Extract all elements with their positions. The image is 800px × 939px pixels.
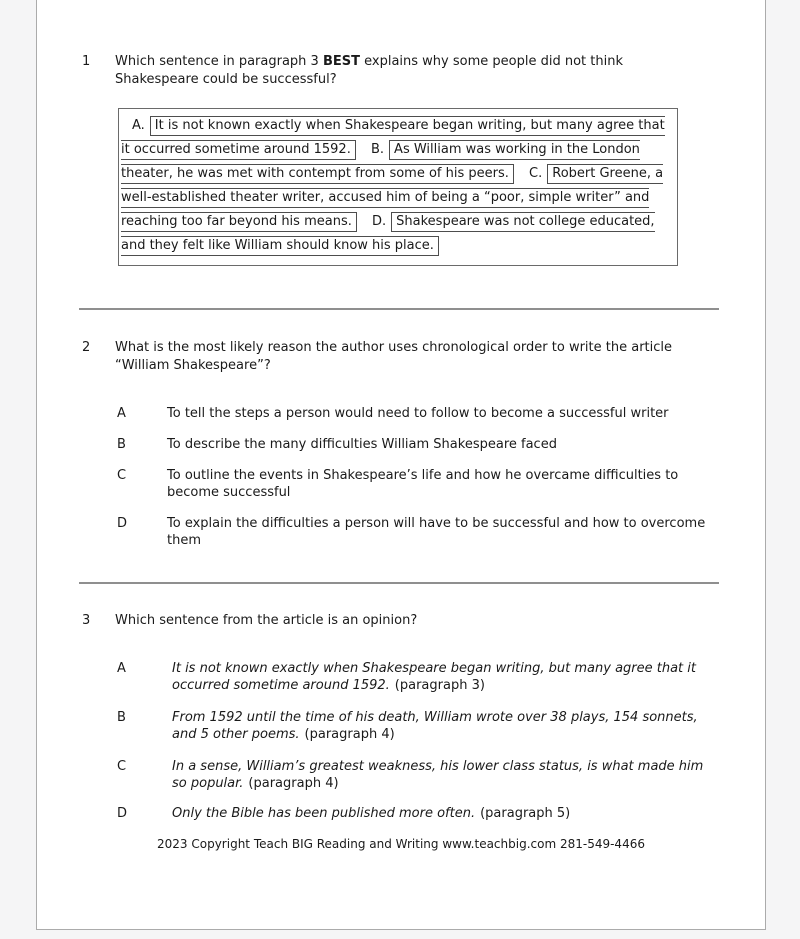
choice-row (117, 436, 765, 453)
choice-row (117, 405, 765, 422)
choice-c-text (172, 758, 707, 792)
section-divider-1 (79, 308, 719, 310)
choice-d-citation: (paragraph 5) (480, 806, 571, 821)
choice-d-text: To explain the difficulties a person will have to be successful and how to overcome them (167, 516, 706, 548)
question-3-choices (37, 660, 765, 822)
choice-d-quote: Only the Bible has been published more often. (172, 806, 476, 821)
choice-a-text (172, 660, 707, 694)
choice-c-label: C (117, 759, 127, 774)
choice-d-text (172, 805, 707, 822)
choice-d-label: D. (372, 214, 387, 229)
choice-c-label: C (117, 468, 127, 483)
choice-b-quote: From 1592 until the time of his death, William wrote over 38 plays, 154 sonnets, and 5 other poems. (172, 710, 698, 742)
question-3 (82, 612, 765, 630)
choice-a-label: A. (132, 118, 145, 133)
choice-row (117, 515, 765, 549)
question-2-prompt: What is the most likely reason the author uses chronological order to write the article “William Shakespeare”? (115, 340, 673, 373)
question-2-number: 2 (82, 340, 91, 355)
choice-row (117, 709, 765, 743)
choice-a-citation: (paragraph 3) (394, 678, 485, 693)
question-1-prompt (115, 53, 705, 89)
worksheet-page (36, 0, 766, 930)
choice-a-label: A (117, 661, 126, 676)
question-1-prompt-suffix: explains why some people did not think Shakespeare could be successful? (115, 54, 623, 87)
question-1 (82, 53, 765, 89)
question-3-prompt: Which sentence from the article is an opinion? (115, 613, 418, 628)
choice-row (117, 805, 765, 822)
choice-b-label: B (117, 710, 126, 725)
choice-d-label: D (117, 806, 128, 821)
question-1-prompt-bold: BEST (322, 54, 360, 69)
choice-a-sentence: It is not known exactly when Shakespeare began writing, but many agree that it occurred sometime around 1592. (121, 116, 665, 160)
question-1-prompt-prefix: Which sentence in paragraph 3 (115, 54, 323, 69)
choice-row (117, 758, 765, 792)
choice-b-citation: (paragraph 4) (304, 727, 395, 742)
choice-b-label: B. (370, 142, 385, 157)
question-2 (82, 339, 765, 375)
choice-a-label: A (117, 406, 126, 421)
question-2-choices (37, 405, 765, 549)
choice-b-text: To describe the many difficulties William Shakespeare faced (167, 437, 557, 452)
choice-c-sentence: Robert Greene, a well-established theater writer, accused him of being a “poor, simple writer” and reaching too far beyond his means. (121, 164, 663, 232)
question-1-number: 1 (82, 54, 91, 69)
choice-b-text (172, 709, 707, 743)
copyright-footer: 2023 Copyright Teach BIG Reading and Writing www.teachbig.com 281-549-4466 (157, 837, 645, 851)
question-3-number: 3 (82, 613, 91, 628)
choice-d-sentence: Shakespeare was not college educated, and they felt like William should know his place. (121, 212, 655, 256)
choice-c-text: To outline the events in Shakespeare’s life and how he overcame difficulties to become successful (167, 468, 679, 500)
choice-c-citation: (paragraph 4) (248, 776, 339, 791)
choice-b-sentence: As William was working in the London theater, he was met with contempt from some of his peers. (121, 140, 640, 184)
section-divider-2 (79, 582, 719, 584)
choice-b-label: B (117, 437, 126, 452)
choice-row (117, 467, 765, 501)
choice-a-text: To tell the steps a person would need to follow to become a successful writer (167, 406, 669, 421)
choice-d-label: D (117, 516, 128, 531)
choice-a-quote: It is not known exactly when Shakespeare began writing, but many agree that it occurred sometime around 1592. (172, 661, 696, 693)
choice-c-label: C. (529, 166, 543, 181)
question-1-answer-box (118, 108, 678, 266)
choice-c-quote: In a sense, William’s greatest weakness, his lower class status, is what made him so popular. (172, 759, 704, 791)
choice-row (117, 660, 765, 694)
